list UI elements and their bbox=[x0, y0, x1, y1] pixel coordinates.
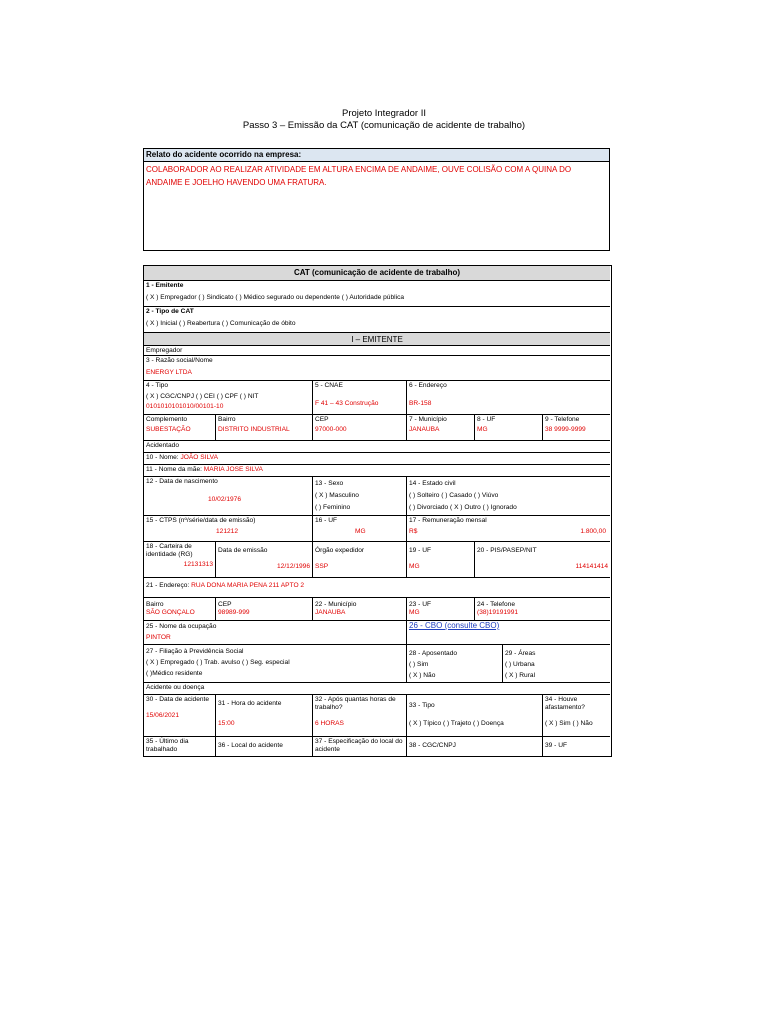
acidente-doenca-label: Acidente ou doença bbox=[144, 682, 610, 694]
telefone-cell bbox=[542, 414, 610, 440]
data30-value: 15/06/2021 bbox=[146, 712, 180, 719]
cat-form bbox=[143, 265, 612, 757]
cep2-label: CEP bbox=[218, 601, 232, 608]
filiacao-label: 27 - Filiação à Previdência Social bbox=[146, 648, 244, 655]
nome-label: 10 - Nome: bbox=[146, 454, 179, 461]
local36-label: 36 - Local do acidente bbox=[218, 742, 283, 749]
tipo4-options: ( X ) CGC/CNPJ ( ) CEI ( ) CPF ( ) NIT bbox=[146, 393, 259, 400]
complemento-cell bbox=[144, 414, 215, 440]
pis-value: 114141414 bbox=[575, 563, 608, 570]
razao-value: ENERGY LTDA bbox=[146, 369, 192, 376]
mae-value: MARIA JOSE SILVA bbox=[203, 466, 263, 473]
municipio-label: 7 - Município bbox=[409, 416, 447, 423]
sexo-masculino: ( X ) Masculino bbox=[315, 492, 359, 499]
uf-cell bbox=[474, 414, 542, 440]
nascimento-value: 10/02/1976 bbox=[208, 496, 242, 503]
bairro2-cell bbox=[144, 597, 215, 620]
uf39-cell bbox=[542, 736, 610, 756]
orgao-label: Órgão expedidor bbox=[315, 547, 365, 554]
municipio22-label: 22 - Município bbox=[315, 601, 357, 608]
cbo-cell bbox=[406, 620, 610, 644]
uf16-value: MG bbox=[355, 528, 366, 535]
cnae-value: F 41 – 43 Construção bbox=[315, 400, 379, 407]
cgc38-cell bbox=[406, 736, 542, 756]
areas-rural: ( X ) Rural bbox=[505, 672, 536, 679]
remuneracao-label: 17 - Remuneração mensal bbox=[409, 517, 487, 524]
tipo4-value: 0101010101010/00101-10 bbox=[146, 403, 224, 410]
orgao-value: SSP bbox=[315, 563, 329, 570]
endereco-label: 6 - Endereço bbox=[409, 382, 447, 389]
pis-cell bbox=[474, 541, 610, 577]
espec37-cell bbox=[312, 736, 406, 756]
data30-cell bbox=[144, 694, 215, 736]
endereco21-value: RUA DONA MARIA PENA 211 APTO 2 bbox=[191, 582, 305, 589]
emissao-cell bbox=[215, 541, 312, 577]
areas-label: 29 - Áreas bbox=[505, 650, 536, 657]
ultimo35-cell bbox=[144, 736, 215, 756]
telefone24-label: 24 - Telefone bbox=[477, 601, 516, 608]
relato-title: Relato do acidente ocorrido na empresa: bbox=[144, 149, 609, 162]
afast34-cell bbox=[542, 694, 610, 736]
civil-label: 14 - Estado civil bbox=[409, 480, 456, 487]
remuneracao-value: 1.800,00 bbox=[580, 528, 606, 535]
bairro2-label: Bairro bbox=[146, 601, 164, 608]
hora31-label: 31 - Hora do acidente bbox=[218, 700, 282, 707]
emitente-label: 1 - Emitente bbox=[144, 280, 610, 292]
uf16-cell bbox=[312, 515, 406, 541]
endereco21-label: 21 - Endereço: bbox=[146, 582, 190, 589]
cbo-link[interactable]: 26 - CBO (consulte CBO) bbox=[409, 621, 500, 630]
filiacao-options-1: ( X ) Empregado ( ) Trab. avulso ( ) Seg. especial bbox=[146, 659, 290, 666]
filiacao-options-2: ( )Médico residente bbox=[146, 670, 203, 677]
orgao-cell bbox=[312, 541, 406, 577]
emissao-label: Data de emissão bbox=[218, 547, 268, 554]
municipio-cell bbox=[406, 414, 474, 440]
telefone-label: 9 - Telefone bbox=[545, 416, 580, 423]
uf23-label: 23 - UF bbox=[409, 601, 431, 608]
uf-value: MG bbox=[477, 426, 488, 433]
civil-cell bbox=[406, 476, 610, 515]
cgc38-label: 38 - CGC/CNPJ bbox=[409, 742, 456, 749]
aposentado-sim: ( ) Sim bbox=[409, 661, 429, 668]
endereco21-row bbox=[144, 577, 610, 597]
afast34-options: ( X ) Sim ( ) Não bbox=[545, 720, 593, 727]
nascimento-label: 12 - Data de nascimento bbox=[146, 478, 218, 485]
sexo-label: 13 - Sexo bbox=[315, 480, 344, 487]
cep-cell bbox=[312, 414, 406, 440]
espec37-label: 37 - Especificação do local do acidente bbox=[315, 738, 403, 753]
emissao-value: 12/12/1996 bbox=[276, 563, 310, 570]
sexo-feminino: ( ) Feminino bbox=[315, 504, 351, 511]
ctps-value: 121212 bbox=[216, 528, 239, 535]
emitente-options: ( X ) Empregador ( ) Sindicato ( ) Médico segurado ou dependente ( ) Autoridade pública bbox=[146, 294, 405, 301]
civil-options-2: ( ) Divorciado ( X ) Outro ( ) Ignorado bbox=[409, 504, 517, 511]
uf39-label: 39 - UF bbox=[545, 742, 567, 749]
ocupacao-cell bbox=[144, 620, 406, 644]
doc-subtitle: Passo 3 – Emissão da CAT (comunicação de acidente de trabalho) bbox=[242, 120, 526, 131]
tipo-cat-options: ( X ) Inicial ( ) Reabertura ( ) Comunicação de óbito bbox=[146, 320, 296, 327]
filiacao-cell bbox=[144, 644, 406, 682]
areas-urbana: ( ) Urbana bbox=[505, 661, 535, 668]
uf-label: 8 - UF bbox=[477, 416, 496, 423]
areas-cell bbox=[502, 644, 610, 682]
tipo33-options: ( X ) Típico ( ) Trajeto ( ) Doença bbox=[409, 720, 504, 727]
cnae-cell bbox=[312, 380, 406, 414]
mae-label: 11 - Nome da mãe: bbox=[146, 466, 202, 473]
pis-label: 20 - PIS/PASEP/NIT bbox=[477, 547, 537, 554]
bairro-label: Bairro bbox=[218, 416, 236, 423]
afast34-label: 34 - Houve afastamento? bbox=[545, 696, 585, 711]
tipo-cat-label: 2 - Tipo de CAT bbox=[144, 306, 610, 318]
doc-title: Projeto Integrador II bbox=[342, 108, 426, 119]
rg-value: 12131313 bbox=[183, 561, 213, 568]
cat-title: CAT (comunicação de acidente de trabalho) bbox=[144, 266, 610, 280]
relato-box bbox=[143, 148, 610, 251]
relato-text: COLABORADOR AO REALIZAR ATIVIDADE EM ALTURA ENCIMA DE ANDAIME, OUVE COLISÃO COM A QUINA DO ANDAIME E JOELHO HAVENDO UMA FRATURA. bbox=[146, 165, 572, 187]
municipio22-value: JANAUBA bbox=[315, 609, 346, 616]
horas32-label: 32 - Após quantas horas de trabalho? bbox=[315, 696, 396, 711]
bairro-value: DISTRITO INDUSTRIAL bbox=[218, 426, 290, 433]
cep2-cell bbox=[215, 597, 312, 620]
ctps-cell bbox=[144, 515, 312, 541]
municipio-value: JANAUBA bbox=[409, 426, 440, 433]
uf19-value: MG bbox=[409, 563, 420, 570]
uf23-cell bbox=[406, 597, 474, 620]
hora31-cell bbox=[215, 694, 312, 736]
local36-cell bbox=[215, 736, 312, 756]
telefone24-value: (38)19191991 bbox=[477, 609, 519, 616]
endereco-cell bbox=[406, 380, 610, 414]
uf23-value: MG bbox=[409, 609, 420, 616]
telefone24-cell bbox=[474, 597, 610, 620]
section-emitente: I – EMITENTE bbox=[144, 332, 610, 345]
complemento-value: SUBESTAÇÃO bbox=[146, 426, 191, 433]
empregador-label: Empregador bbox=[144, 345, 610, 355]
horas32-value: 6 HORAS bbox=[315, 720, 344, 727]
tipo4-label: 4 - Tipo bbox=[144, 380, 312, 391]
telefone-value: 38 9999-9999 bbox=[545, 426, 586, 433]
aposentado-cell bbox=[406, 644, 502, 682]
complemento-label: Complemento bbox=[146, 416, 188, 423]
cep2-value: 98989-999 bbox=[218, 609, 250, 616]
ultimo35-label: 35 - Último dia trabalhado bbox=[146, 738, 189, 753]
remuneracao-currency: R$ bbox=[409, 528, 418, 535]
hora31-value: 15:00 bbox=[218, 720, 235, 727]
aposentado-label: 28 - Aposentado bbox=[409, 650, 458, 657]
data30-label: 30 - Data de acidente bbox=[146, 696, 210, 703]
acidentado-label: Acidentado bbox=[144, 440, 610, 452]
cnae-label: 5 - CNAE bbox=[315, 382, 343, 389]
uf16-label: 16 - UF bbox=[315, 517, 337, 524]
rg-label: 18 - Carteira de identidade (RG) bbox=[146, 543, 193, 558]
ctps-label: 15 - CTPS (nº/série/data de emissão) bbox=[146, 517, 256, 524]
cep-value: 97000-000 bbox=[315, 426, 347, 433]
nascimento-cell bbox=[144, 476, 312, 515]
bairro2-value: SÃO GONÇALO bbox=[146, 609, 195, 616]
ocupacao-value: PINTOR bbox=[146, 634, 171, 641]
rg-cell bbox=[144, 541, 215, 577]
uf19-cell bbox=[406, 541, 474, 577]
endereco-value: BR-158 bbox=[409, 400, 432, 407]
municipio22-cell bbox=[312, 597, 406, 620]
ocupacao-label: 25 - Nome da ocupação bbox=[146, 623, 217, 630]
cep-label: CEP bbox=[315, 416, 329, 423]
nome-value: JOÃO SILVA bbox=[180, 454, 218, 461]
horas32-cell bbox=[312, 694, 406, 736]
nome-row bbox=[144, 452, 610, 464]
civil-options-1: ( ) Solteiro ( ) Casado ( ) Viúvo bbox=[409, 492, 499, 499]
tipo33-cell bbox=[406, 694, 542, 736]
aposentado-nao: ( X ) Não bbox=[409, 672, 436, 679]
razao-label: 3 - Razão social/Nome bbox=[144, 355, 610, 367]
remuneracao-cell bbox=[406, 515, 610, 541]
uf19-label: 19 - UF bbox=[409, 547, 431, 554]
mae-row bbox=[144, 464, 610, 476]
sexo-cell bbox=[312, 476, 406, 515]
tipo33-label: 33 - Tipo bbox=[409, 702, 435, 709]
bairro-cell bbox=[215, 414, 312, 440]
